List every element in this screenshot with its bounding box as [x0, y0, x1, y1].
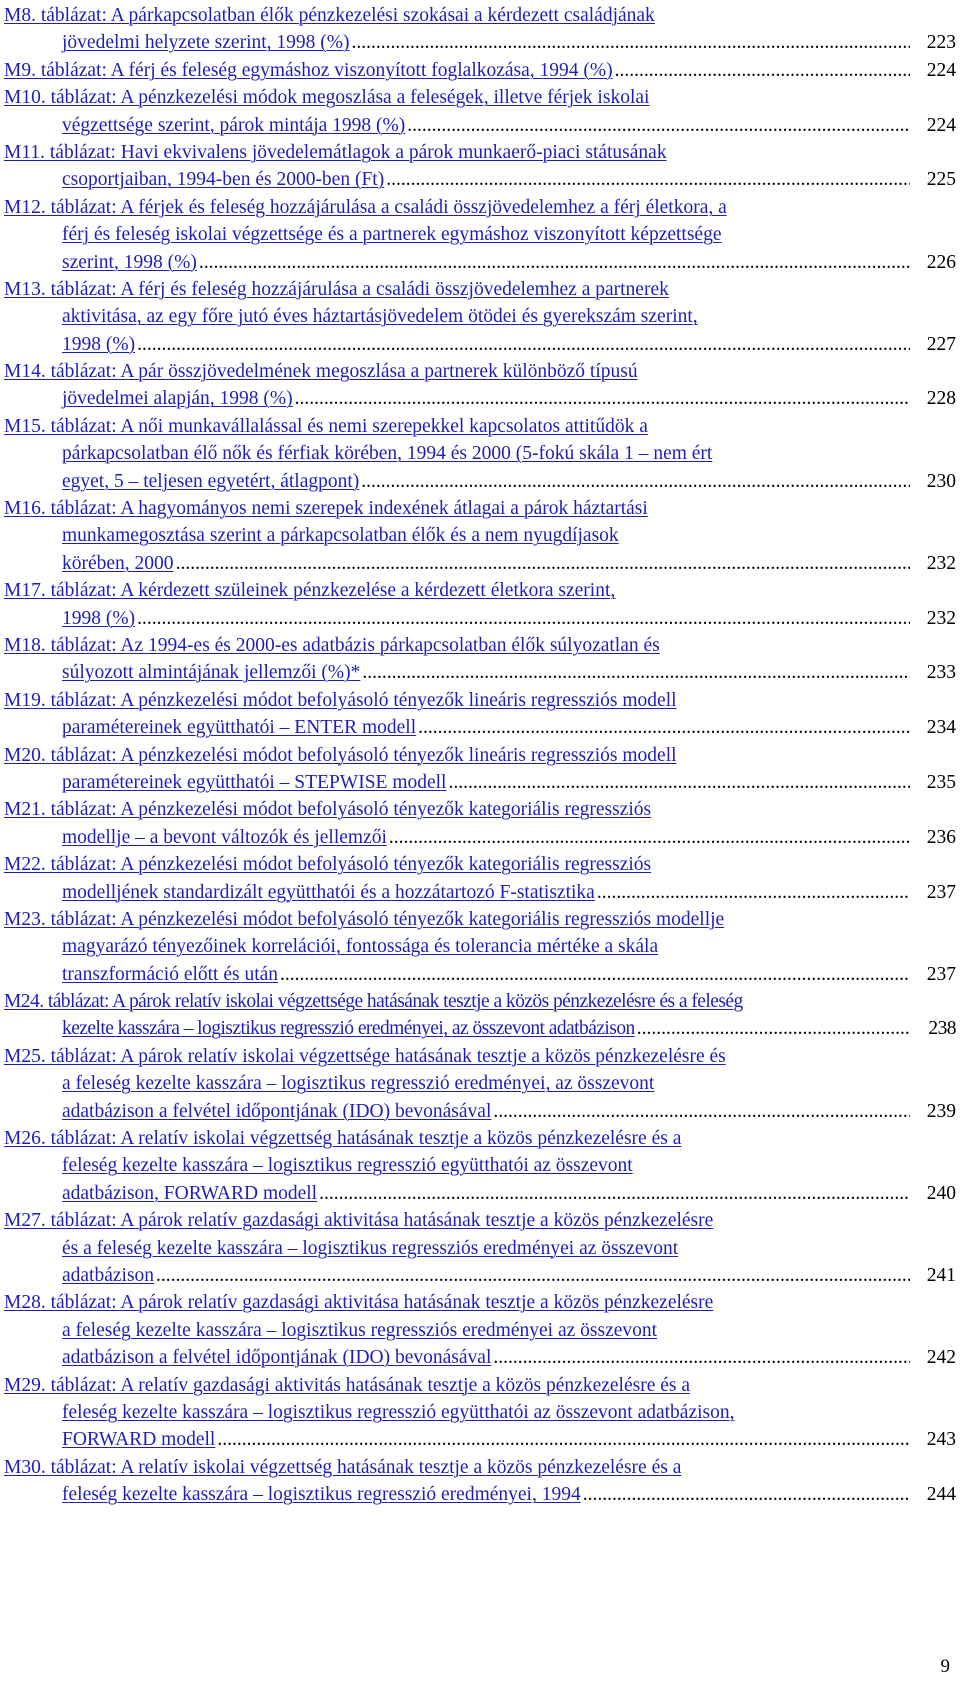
toc-entry-link-text[interactable]: transzformáció előtt és után	[62, 963, 279, 985]
toc-entry[interactable]	[4, 1372, 956, 1454]
toc-entry-line	[4, 112, 956, 139]
toc-entry[interactable]	[4, 851, 956, 906]
toc-entry-line	[4, 221, 956, 248]
toc-entry-line	[4, 769, 956, 796]
toc-entry-line	[4, 714, 956, 741]
toc-entry-link-text[interactable]: modellje – a bevont változók és jellemzői	[62, 826, 387, 848]
toc-entry-link-text[interactable]: paramétereinek együtthatói – STEPWISE modell	[62, 771, 447, 793]
toc-entry[interactable]	[4, 577, 956, 632]
toc-page-number: 236	[926, 826, 956, 848]
toc-entry-line	[4, 57, 956, 84]
toc-entry-line	[4, 1125, 956, 1152]
toc-entry-line	[4, 824, 956, 851]
toc-entry-line	[4, 331, 956, 358]
toc-entry[interactable]	[4, 687, 956, 742]
toc-page-number: 223	[926, 32, 956, 54]
toc-entry-line	[4, 413, 956, 440]
dot-leader	[176, 550, 910, 577]
toc-entry[interactable]	[4, 358, 956, 413]
toc-page-number: 230	[926, 470, 956, 492]
toc-entry[interactable]	[4, 796, 956, 851]
toc-entry-link-text[interactable]: M29. táblázat: A relatív gazdasági aktivitás hatásának tesztje a közös pénzkezelésre és a	[4, 1374, 691, 1396]
toc-entry[interactable]	[4, 276, 956, 358]
toc-entry-link-text[interactable]: adatbázison a felvétel időpontjának (IDO) bevonásával	[62, 1347, 492, 1369]
toc-entry[interactable]	[4, 2, 956, 57]
toc-entry-line	[4, 796, 956, 823]
toc-page-number: 243	[926, 1429, 956, 1451]
toc-entry-line	[4, 358, 956, 385]
toc-entry[interactable]	[4, 194, 956, 276]
toc-entry-link-text[interactable]: súlyozott almintájának jellemzői (%)*	[62, 662, 361, 684]
toc-entry[interactable]	[4, 495, 956, 577]
toc-entry-link-text[interactable]: M15. táblázat: A női munkavállalással és nemi szerepekkel kapcsolatos attitűdök a	[4, 415, 648, 437]
toc-entry-line	[4, 1180, 956, 1207]
toc-entry-line	[4, 1043, 956, 1070]
toc-entry-line	[4, 906, 956, 933]
toc-entry-line	[4, 84, 956, 111]
toc-entry[interactable]	[4, 1043, 956, 1125]
toc-entry-link-text[interactable]: férj és feleség iskolai végzettsége és a partnerek egymáshoz viszonyított képzettsége	[62, 224, 722, 246]
dot-leader	[493, 1098, 910, 1125]
toc-entry-line	[4, 385, 956, 412]
toc-page-number: 235	[926, 771, 956, 793]
dot-leader	[217, 1426, 910, 1453]
toc-entry-link-text[interactable]: M9. táblázat: A férj és feleség egymáshoz viszonyított foglalkozása, 1994 (%)	[4, 59, 613, 81]
toc-entry-line	[4, 1344, 956, 1371]
dot-leader	[137, 331, 910, 358]
toc-entry-link-text[interactable]: végzettsége szerint, párok mintája 1998 (%)	[62, 114, 406, 136]
dot-leader	[389, 824, 910, 851]
toc-entry[interactable]	[4, 632, 956, 687]
toc-entry-line	[4, 194, 956, 221]
toc-entry-link-text[interactable]: M22. táblázat: A pénzkezelési módot befolyásoló tényezők kategoriális regressziós	[4, 854, 652, 876]
dot-leader	[583, 1481, 910, 1508]
toc-entry-line	[4, 1152, 956, 1179]
toc-entry-line	[4, 851, 956, 878]
toc-entry-link-text[interactable]: jövedelmi helyzete szerint, 1998 (%)	[62, 32, 350, 54]
toc-entry-line	[4, 1207, 956, 1234]
toc-entry-link-text[interactable]: FORWARD modell	[62, 1429, 216, 1451]
toc-entry-link-text[interactable]: M25. táblázat: A párok relatív iskolai végzettsége hatásának tesztje a közös pénzkezelésre és	[4, 1045, 726, 1067]
toc-entry-link-text[interactable]: M20. táblázat: A pénzkezelési módot befolyásoló tényezők lineáris regressziós modell	[4, 744, 677, 766]
toc-entry[interactable]	[4, 742, 956, 797]
toc-entry-line	[4, 1289, 956, 1316]
dot-leader	[361, 468, 910, 495]
dot-leader	[352, 29, 910, 56]
toc-entry-link-text[interactable]: M12. táblázat: A férjek és feleség hozzájárulása a családi összjövedelemhez a férj életkora, a	[4, 196, 727, 218]
toc-entry-line	[4, 276, 956, 303]
dot-leader	[295, 385, 910, 412]
toc-page-number: 240	[926, 1182, 956, 1204]
toc-entry-line	[4, 1454, 956, 1481]
toc-entry-link-text[interactable]: 1998 (%)	[62, 607, 136, 629]
toc-page-number: 228	[926, 388, 956, 410]
toc-entry-line	[4, 1262, 956, 1289]
dot-leader	[615, 57, 910, 84]
toc-entry-line	[4, 659, 956, 686]
dot-leader	[319, 1180, 910, 1207]
toc-page-number: 227	[926, 333, 956, 355]
dot-leader	[137, 605, 910, 632]
toc-entry-line	[4, 440, 956, 467]
toc-entry-line	[4, 1098, 956, 1125]
toc-entry-link-text[interactable]: M19. táblázat: A pénzkezelési módot befolyásoló tényezők lineáris regressziós modell	[4, 689, 677, 711]
toc-entry-line	[4, 1481, 956, 1508]
toc-entry-link-text[interactable]: egyet, 5 – teljesen egyetért, átlagpont)	[62, 470, 360, 492]
toc-page-number: 224	[926, 59, 956, 81]
toc-entry-line	[4, 550, 956, 577]
toc-entry-link-text[interactable]: modelljének standardizált együtthatói és a hozzátartozó F-statisztika	[62, 881, 595, 903]
toc-page-number: 238	[928, 1018, 956, 1040]
toc-entry-link-text[interactable]: adatbázison a felvétel időpontjának (IDO) bevonásával	[62, 1100, 492, 1122]
toc-entry[interactable]	[4, 1454, 956, 1509]
toc-entry-link-text[interactable]: feleség kezelte kasszára – logisztikus regresszió együtthatói az összevont adatbázison,	[62, 1401, 735, 1423]
toc-entry-line	[4, 249, 956, 276]
toc-page-number: 233	[926, 662, 956, 684]
dot-leader	[448, 769, 910, 796]
toc-entry-link-text[interactable]: munkamegosztása szerint a párkapcsolatban élők és a nem nyugdíjasok	[62, 525, 619, 547]
toc-entry-line	[4, 1372, 956, 1399]
toc-entry-line	[4, 1426, 956, 1453]
toc-entry[interactable]	[4, 57, 956, 84]
toc-entry-link-text[interactable]: aktivitása, az egy főre jutó éves háztartásjövedelem ötödei és gyerekszám szerint,	[62, 306, 698, 328]
toc-entry-line	[4, 166, 956, 193]
toc-entry-link-text[interactable]: szerint, 1998 (%)	[62, 251, 197, 273]
toc-entry-link-text[interactable]: M21. táblázat: A pénzkezelési módot befolyásoló tényezők kategoriális regressziós	[4, 799, 652, 821]
toc-entry-line	[4, 1070, 956, 1097]
toc-entry-line	[4, 139, 956, 166]
toc-entry-line	[4, 303, 956, 330]
toc-entry[interactable]	[4, 84, 956, 139]
toc-entry[interactable]	[4, 1207, 956, 1289]
toc-page-number: 224	[926, 114, 956, 136]
toc-entry-link-text[interactable]: a feleség kezelte kasszára – logisztikus regressziós eredményei az összevont	[62, 1319, 658, 1341]
dot-leader	[199, 249, 910, 276]
dot-leader	[637, 1015, 910, 1042]
toc-entry-link-text[interactable]: kezelte kasszára – logisztikus regresszió eredményei, az összevont adatbázison	[62, 1018, 635, 1040]
toc-entry-line	[4, 687, 956, 714]
toc-entry-link-text[interactable]: feleség kezelte kasszára – logisztikus regresszió együtthatói az összevont	[62, 1155, 633, 1177]
toc-entry-link-text[interactable]: körében, 2000	[62, 552, 174, 574]
toc-entry-link-text[interactable]: adatbázison	[62, 1264, 155, 1286]
toc-entry-line	[4, 522, 956, 549]
toc-entry-link-text[interactable]: M24. táblázat: A párok relatív iskolai végzettsége hatásának tesztje a közös pénzkezelésre és a feleség	[4, 991, 743, 1013]
toc-entry-link-text[interactable]: jövedelmei alapján, 1998 (%)	[62, 388, 293, 410]
dot-leader	[280, 961, 910, 988]
toc-entry-line	[4, 1015, 956, 1042]
toc-page-number: 241	[926, 1264, 956, 1286]
toc-page-number: 234	[926, 717, 956, 739]
toc-page-number: 232	[926, 607, 956, 629]
toc-entry-link-text[interactable]: M30. táblázat: A relatív iskolai végzettség hatásának tesztje a közös pénzkezelésre és a	[4, 1456, 682, 1478]
toc-entry-line	[4, 495, 956, 522]
toc-entry-line	[4, 1399, 956, 1426]
toc-entry-link-text[interactable]: M23. táblázat: A pénzkezelési módot befolyásoló tényezők kategoriális regressziós modellje	[4, 908, 725, 930]
toc-page-number: 237	[926, 963, 956, 985]
toc-entry-line	[4, 988, 956, 1015]
dot-leader	[407, 112, 910, 139]
toc-entry[interactable]	[4, 1125, 956, 1207]
toc-page-number: 239	[926, 1100, 956, 1122]
toc-entry-link-text[interactable]: paramétereinek együtthatói – ENTER modell	[62, 717, 417, 739]
toc-entry-line	[4, 29, 956, 56]
dot-leader	[362, 659, 910, 686]
toc-entry-link-text[interactable]: M16. táblázat: A hagyományos nemi szerepek indexének átlagai a párok háztartási	[4, 498, 648, 520]
toc-entry[interactable]	[4, 1289, 956, 1371]
table-of-contents	[4, 2, 956, 1508]
toc-entry[interactable]	[4, 906, 956, 988]
dot-leader	[386, 166, 910, 193]
toc-entry-link-text[interactable]: párkapcsolatban élő nők és férfiak körében, 1994 és 2000 (5-fokú skála 1 – nem ért	[62, 443, 713, 465]
toc-page-number: 225	[926, 169, 956, 191]
toc-entry-link-text[interactable]: M18. táblázat: Az 1994-es és 2000-es adatbázis párkapcsolatban élők súlyozatlan és	[4, 634, 660, 656]
toc-page-number: 244	[926, 1484, 956, 1506]
toc-entry-line	[4, 742, 956, 769]
toc-entry-link-text[interactable]: adatbázison, FORWARD modell	[62, 1182, 318, 1204]
toc-entry-line	[4, 577, 956, 604]
toc-entry-line	[4, 2, 956, 29]
toc-entry[interactable]	[4, 988, 956, 1043]
toc-entry-link-text[interactable]: magyarázó tényezőinek korrelációi, fontossága és tolerancia mértéke a skála	[62, 936, 659, 958]
toc-entry-link-text[interactable]: M8. táblázat: A párkapcsolatban élők pénzkezelési szokásai a kérdezett családjának	[4, 5, 655, 26]
toc-entry[interactable]	[4, 413, 956, 495]
dot-leader	[156, 1262, 910, 1289]
toc-entry-link-text[interactable]: M13. táblázat: A férj és feleség hozzájárulása a családi összjövedelemhez a partnerek	[4, 278, 669, 300]
toc-entry[interactable]	[4, 139, 956, 194]
toc-page-number: 237	[926, 881, 956, 903]
toc-entry-link-text[interactable]: M27. táblázat: A párok relatív gazdasági aktivitása hatásának tesztje a közös pénzkezelésre	[4, 1210, 714, 1232]
toc-entry-link-text[interactable]: M11. táblázat: Havi ekvivalens jövedelemátlagok a párok munkaerő-piaci státusának	[4, 141, 667, 163]
toc-page-number: 242	[926, 1347, 956, 1369]
toc-entry-link-text[interactable]: feleség kezelte kasszára – logisztikus regresszió eredményei, 1994	[62, 1484, 581, 1506]
toc-entry-line	[4, 933, 956, 960]
toc-entry-link-text[interactable]: a feleség kezelte kasszára – logisztikus regresszió eredményei, az összevont	[62, 1073, 655, 1095]
toc-entry-link-text[interactable]: M17. táblázat: A kérdezett szüleinek pénzkezelése a kérdezett életkora szerint,	[4, 580, 616, 602]
toc-entry-line	[4, 605, 956, 632]
toc-entry-link-text[interactable]: M28. táblázat: A párok relatív gazdasági aktivitása hatásának tesztje a közös pénzkezelésre	[4, 1292, 714, 1314]
toc-entry-link-text[interactable]: és a feleség kezelte kasszára – logisztikus regressziós eredményei az összevont	[62, 1237, 679, 1259]
page-number: 9	[940, 1656, 950, 1677]
dot-leader	[597, 879, 910, 906]
toc-entry-line	[4, 961, 956, 988]
toc-entry-line	[4, 879, 956, 906]
toc-entry-line	[4, 1235, 956, 1262]
toc-entry-line	[4, 468, 956, 495]
toc-entry-link-text[interactable]: 1998 (%)	[62, 333, 136, 355]
toc-entry-link-text[interactable]: M14. táblázat: A pár összjövedelmének megoszlása a partnerek különböző típusú	[4, 361, 638, 383]
toc-entry-line	[4, 632, 956, 659]
toc-page-number: 226	[926, 251, 956, 273]
toc-entry-line	[4, 1317, 956, 1344]
toc-entry-link-text[interactable]: M26. táblázat: A relatív iskolai végzettség hatásának tesztje a közös pénzkezelésre és a	[4, 1128, 682, 1150]
dot-leader	[418, 714, 910, 741]
toc-entry-link-text[interactable]: M10. táblázat: A pénzkezelési módok megoszlása a feleségek, illetve férjek iskolai	[4, 87, 650, 109]
dot-leader	[493, 1344, 910, 1371]
toc-entry-link-text[interactable]: csoportjaiban, 1994-ben és 2000-ben (Ft)	[62, 169, 385, 191]
toc-page-number: 232	[926, 552, 956, 574]
